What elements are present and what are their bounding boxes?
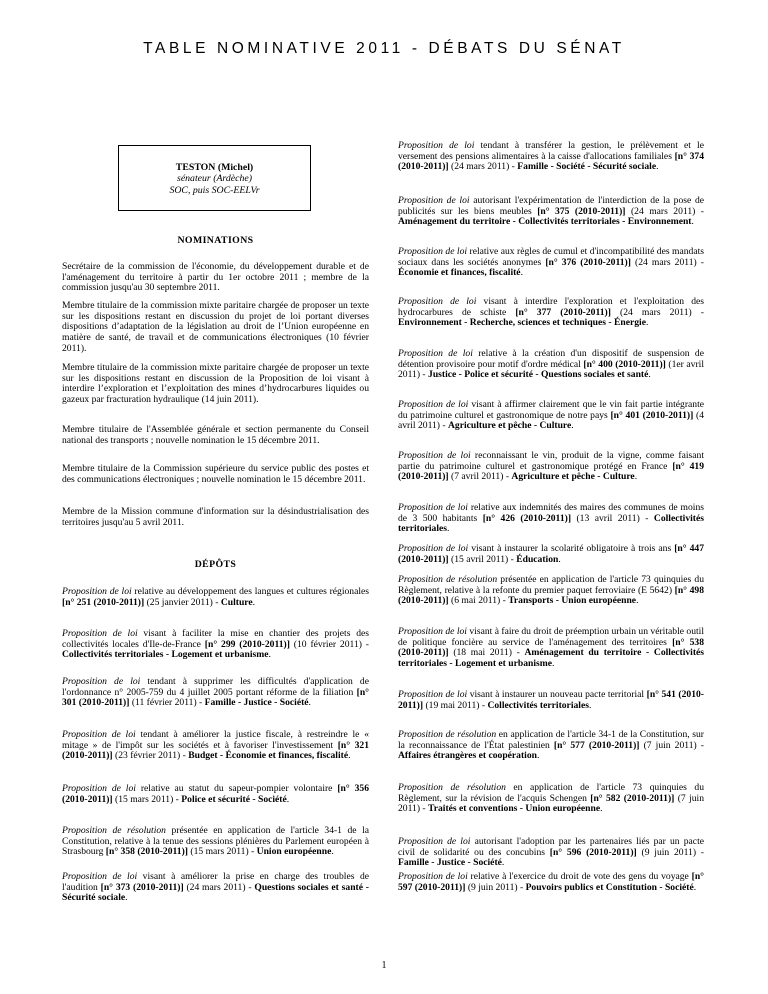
depot-date: (24 mars 2011) - [448,161,518,173]
depot-kind: Proposition de loi [398,836,471,847]
depot-text: visant à améliorer la prise en charge des troubles de l'audition [62,871,369,893]
depot-themes: Collectivités territoriales [487,699,589,711]
depot-kind: Proposition de loi [398,195,470,206]
depot-end: . [634,471,638,483]
depot-date: (23 février 2011) - [112,750,189,762]
depot-item [398,544,704,565]
depot-themes: Police et sécurité - Société [181,793,287,805]
depot-date: (24 mars 2011) - [630,256,704,268]
depot-kind: Proposition de résolution [398,782,506,793]
depot-kind: Proposition de résolution [62,825,166,836]
depot-text: présentée en application de l'article 73 quinquies du Règlement, relative à la refonte du premier paquet ferroviaire (E 5642) [398,574,704,596]
depot-text: présentée en application de l'article 34-1 de la Constitution, relative à la tenue des sessions plénières du Parlement européen à Strasbourg [62,825,369,858]
depot-kind: Proposition de loi [398,502,468,513]
depot-kind: Proposition de loi [62,783,136,794]
depot-ref: [n° 538 (2010-2011)] [398,636,704,659]
depot-kind: Proposition de loi [398,140,475,151]
depot-date: (11 février 2011) - [129,697,205,709]
depot-ref: [n° 577 (2010-2011)] [553,739,640,751]
depot-date: (4 avril 2011) - [398,409,704,432]
nomination-item: Membre titulaire de la commission mixte paritaire chargée de proposer un texte sur les dispositions restant en discussion du projet de loi portant diverses dispositions d’adaptation de la législation au droit de l’Union européenne en matière de santé, de travail et de communications électroniques (10 février 2011). [62,300,369,354]
depot-ref: [n° 597 (2010-2011)] [398,871,704,893]
depot-themes: Collectivités territoriales [398,512,704,535]
depot-ref: [n° 251 (2010-2011)] [62,596,145,608]
depot-text: visant à interdire l'exploration et l'exploitation des hydrocarbures de schiste [398,296,705,318]
depot-item [398,196,704,228]
nominations-heading: NOMINATIONS [177,235,254,246]
depot-date: (13 avril 2011) - [571,512,654,524]
depot-kind: Proposition de loi [398,399,469,410]
depot-kind: Proposition de loi [398,871,468,882]
depot-date: (6 mai 2011) - [448,595,509,607]
depot-kind: Proposition de loi [398,450,471,461]
depot-themes: Pouvoirs publics et Constitution - Société [525,881,694,893]
depot-ref: [n° 358 (2010-2011)] [105,846,188,858]
depot-ref: [n° 373 (2010-2011)] [100,881,184,893]
depot-item [398,247,704,279]
depot-item [398,349,704,381]
depot-item [62,677,369,709]
depot-themes: Collectivités territoriales - Logement et urbanisme [62,649,269,661]
depot-kind: Proposition de résolution [398,729,497,740]
depot-date: (24 mars 2011) - [625,205,704,217]
depot-ref: [n° 582 (2010-2011)] [590,792,675,804]
depot-item [398,690,704,711]
depot-end: . [571,420,574,432]
depot-end: . [648,369,651,381]
depot-date: (9 juin 2011) - [465,881,526,893]
depot-text: en application de l'article 34-1 de la Constitution, sur la reconnaissance de l'État palestinien [398,729,705,751]
depot-themes: Agriculture et pêche - Culture [511,471,635,483]
depot-ref: [n° 541 (2010-2011)] [398,689,704,711]
depot-ref: [n° 419 (2010-2011)] [398,460,705,483]
depot-end: . [645,317,649,329]
depot-item [62,826,369,858]
nomination-item: Membre de la Mission commune d'information sur la désindustrialisation des territoires jusqu'au 5 avril 2011. [62,506,369,528]
depot-themes: Économie et finances, fiscalité [398,267,521,279]
depot-themes: Affaires étrangères et coopération [398,750,537,762]
depot-text: autorisant l'expérimentation de l'interdiction de la pose de publicités sur les biens meubles [398,195,705,217]
depot-ref: [n° 498 (2010-2011)] [398,584,705,607]
depot-ref: [n° 596 (2010-2011)] [549,846,637,858]
depot-end: . [348,750,351,762]
depot-item [398,837,704,869]
depot-text: relative aux indemnités des maires des communes de moins de 3 500 habitants [398,502,704,524]
depot-item [398,627,704,670]
depot-item [398,730,704,762]
depot-end: . [520,267,523,279]
depot-text: relative à l'exercice du droit de vote des gens du voyage [467,871,692,882]
depot-date: (7 juin 2011) - [398,792,704,815]
depot-themes: Questions sociales et santé - Sécurité sociale [62,881,369,904]
depot-item [398,872,704,893]
depot-date: (9 juin 2011) - [636,846,704,858]
nomination-item: Secrétaire de la commission de l'économie, du développement durable et de l'aménagement du territoire à partir du 1er octobre 2011 ; membre de la commission jusqu'au 30 septembre 2011. [62,261,369,294]
depot-text: relative au statut du sapeur-pompier volontaire [135,783,338,794]
nomination-item: Membre titulaire de l'Assemblée générale et section permanente du Conseil national des transports ; nouvelle nomination le 15 décembre 2011. [62,424,369,446]
depot-text: tendant à améliorer la justice fiscale, à restreindre le « mitage » de l'impôt sur les sociétés et à favoriser l'investissement [62,729,369,751]
depot-text: autorisant l'adoption par les partenaires liés par un pacte civil de solidarité ou des concubins [398,836,704,858]
depot-themes: Agriculture et pêche - Culture [448,420,572,432]
depot-themes: Famille - Justice - Société [204,697,309,709]
depot-kind: Proposition de loi [398,543,469,554]
senator-role: sénateur (Ardèche) [177,173,252,185]
depot-text: en application de l'article 73 quinquies du Règlement, sur la révision de l'acquis Schengen [398,782,704,804]
depot-ref: [n° 400 (2010-2011)] [583,358,666,370]
depot-end: . [600,803,603,815]
depot-end: . [691,216,694,228]
depot-end: . [501,857,505,869]
depot-ref: [n° 447 (2010-2011)] [398,543,705,565]
depot-text: relative au développement des langues et cultures régionales [131,586,369,597]
depot-end: . [286,793,290,805]
depot-end: . [252,596,256,608]
depot-ref: [n° 301 (2010-2011)] [62,686,369,709]
depot-themes: Famille - Justice - Société [398,857,502,869]
depot-themes: Justice - Police et sécurité - Questions sociales et santé [428,369,649,381]
depot-text: visant à faire du droit de préemption urbain un véritable outil de politique foncière au service de l'aménagement des territoires [398,626,704,648]
depot-item [398,141,704,173]
depot-text: visant à faciliter la mise en chantier des projets des collectivités locales d'Ile-de-France [62,628,369,650]
depot-text: tendant à transférer la gestion, le prélèvement et le versement des pensions alimentaires à la caisse d'allocations familiales [398,140,704,162]
depot-item [398,297,704,329]
depot-kind: Proposition de loi [398,246,468,257]
depot-kind: Proposition de loi [398,689,468,700]
depot-end: . [588,699,592,711]
depot-item [398,575,704,607]
depot-themes: Traités et conventions - Union européenne [428,803,601,815]
depot-ref: [n° 376 (2010-2011)] [545,256,631,268]
depot-end: . [693,881,697,893]
depot-date: (15 mars 2011) - [187,846,257,858]
depot-end: . [125,892,128,904]
depot-kind: Proposition de loi [398,348,473,359]
depot-themes: Budget - Économie et finances, fiscalité [188,750,349,762]
depot-end: . [536,750,540,762]
depot-themes: Culture [220,596,253,608]
depot-end: . [552,658,555,670]
depot-text: reconnaissant le vin, produit de la vigne, comme faisant partie du patrimoine culturel et gastronomique protégé en France [398,450,704,472]
depot-end: . [558,553,561,565]
depot-text: relative aux règles de cumul et d'incompatibilité des mandats sociaux dans les sociétés anonymes [398,246,704,268]
depot-item [398,783,704,815]
depots-heading: DÉPÔTS [194,559,237,570]
nomination-item: Membre titulaire de la commission mixte paritaire chargée de proposer un texte sur les dispositions restant en discussion de la Proposition de loi visant à interdire l’exploration et l’exploitation des mines d’hydrocarbures liquides ou gazeux par fracturation hydraulique (14 juin 2011). [62,362,369,406]
depot-ref: [n° 356 (2010-2011)] [62,783,369,805]
depot-ref: [n° 375 (2010-2011)] [537,205,626,217]
depot-date: (7 juin 2011) - [639,739,704,751]
depot-item [62,629,369,661]
depot-ref: [n° 299 (2010-2011)] [204,638,290,650]
depot-end: . [636,595,639,607]
depot-themes: Union européenne [256,846,332,858]
depot-kind: Proposition de résolution [398,574,498,585]
page-number: 1 [381,960,387,971]
depot-kind: Proposition de loi [62,871,138,882]
depot-ref: [n° 377 (2010-2011)] [515,306,611,318]
depot-date: (25 janvier 2011) - [144,596,221,608]
depot-themes: Transports - Union européenne [508,595,637,607]
depot-date: (24 mars 2011) - [183,881,255,893]
depot-kind: Proposition de loi [62,676,141,687]
depot-text: visant à affirmer clairement que le vin fait partie intégrante du patrimoine culturel et gastronomique de notre pays [398,399,704,421]
depot-ref: [n° 426 (2010-2011)] [482,512,572,524]
depot-end: . [268,649,271,661]
depot-date: (18 mai 2011) - [448,647,525,659]
depot-themes: Famille - Société - Sécurité sociale [517,161,657,173]
depot-text: visant à instaurer la scolarité obligatoire à trois ans [468,543,675,554]
depot-item [62,730,369,762]
depot-kind: Proposition de loi [398,296,477,307]
nomination-item: Membre titulaire de la Commission supérieure du service public des postes et des communications électroniques ; nouvelle nomination le 15 décembre 2011. [62,463,369,485]
depot-item [62,872,369,904]
depot-date: (19 mai 2011) - [423,699,488,711]
depot-date: (15 mars 2011) - [112,793,182,805]
depot-kind: Proposition de loi [398,626,467,637]
depot-ref: [n° 321 (2010-2011)] [62,739,369,762]
depot-themes: Environnement - Recherche, sciences et techniques - Énergie [398,317,646,329]
depot-item [398,503,704,535]
depot-date: (1er avril 2011) - [398,358,704,381]
depot-date: (15 avril 2011) - [448,553,517,565]
depot-item [398,451,704,483]
depot-end: . [656,161,659,173]
depot-item [62,587,369,608]
depot-text: tendant à supprimer les difficultés d'application de l'ordonnance n° 2005-759 du 4 juillet 2005 portant réforme de la filiation [62,676,369,698]
depot-themes: Aménagement du territoire - Collectivités territoriales - Logement et urbanisme [398,647,705,670]
depot-themes: Éducation [516,553,559,565]
depot-kind: Proposition de loi [62,628,138,639]
depot-item [62,784,369,805]
depot-date: (7 avril 2011) - [448,471,512,483]
senator-name: TESTON (Michel) [175,162,254,173]
depot-themes: Aménagement du territoire - Collectivités territoriales - Environnement [398,216,692,228]
depot-kind: Proposition de loi [62,729,136,740]
senator-party: SOC, puis SOC-EELVr [169,184,260,196]
depot-end: . [331,846,334,858]
depot-end: . [308,697,311,709]
depot-ref: [n° 374 (2010-2011)] [398,150,705,173]
depot-text: relative à la création d'un dispositif de suspension de détention provisoire pour motif d'ordre médical [398,348,704,370]
depot-date: (24 mars 2011) - [610,306,704,318]
depot-end: . [447,523,450,535]
depot-text: visant à instaurer un nouveau pacte territorial [467,689,647,700]
depot-kind: Proposition de loi [62,586,132,597]
depot-ref: [n° 401 (2010-2011)] [610,409,694,421]
page-title: TABLE NOMINATIVE 2011 - DÉBATS DU SÉNAT [143,40,625,57]
senator-box [118,145,311,211]
depot-date: (10 février 2011) - [289,638,369,650]
depot-item [398,400,704,432]
